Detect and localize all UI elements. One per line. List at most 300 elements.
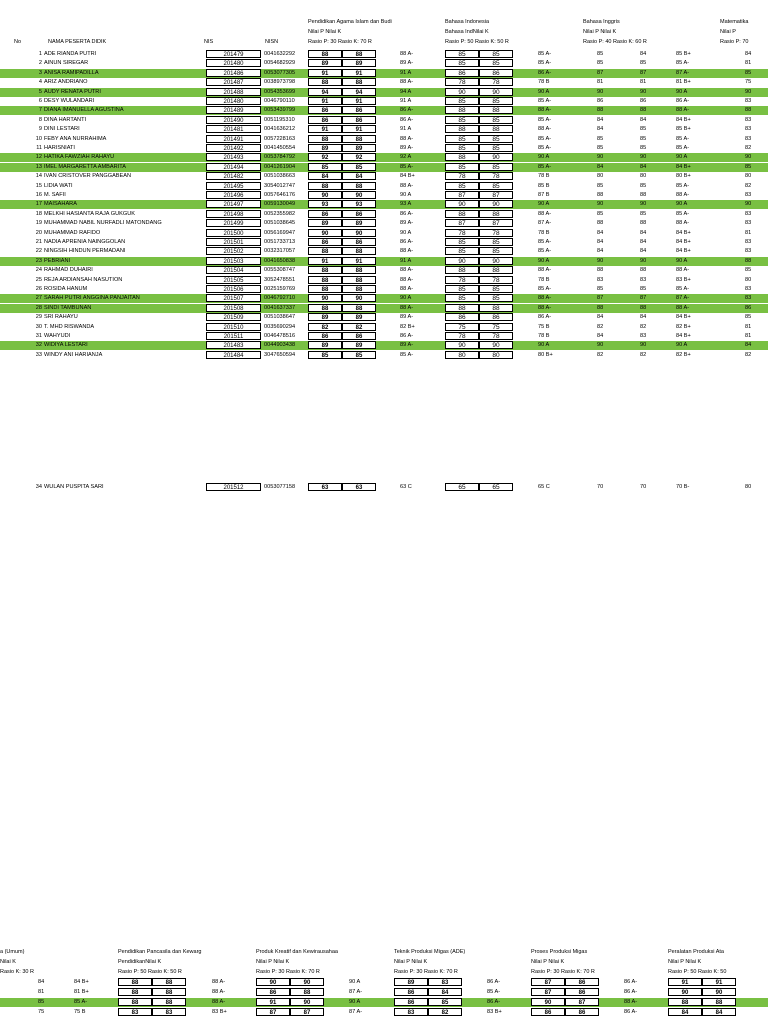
b-mtk-rasio: Rasio K: 30 R <box>0 969 34 975</box>
row-no: 33 <box>35 351 42 358</box>
bindo-nilai-p[interactable]: 87 <box>445 191 479 199</box>
b-pp-nilai-k[interactable]: 90 <box>702 988 736 996</box>
pai-nilai-p[interactable]: 92 <box>308 153 342 161</box>
row-no: 9 <box>38 126 42 133</box>
pai-nilai-p[interactable]: 89 <box>308 313 342 321</box>
pai-nilai-k[interactable]: 86 <box>342 210 376 218</box>
pai-nilai-p[interactable]: 88 <box>308 285 342 293</box>
pai-nilai-p[interactable]: 86 <box>308 238 342 246</box>
pai-nilai-p[interactable]: 89 <box>308 341 342 349</box>
row-nis[interactable]: 201498 <box>206 210 261 218</box>
pai-nilai-k[interactable]: 85 <box>342 163 376 171</box>
row-nis[interactable]: 201482 <box>206 172 261 180</box>
pai-nilai-k[interactable]: 88 <box>342 247 376 255</box>
b-pk-nilai-k[interactable]: 90 <box>290 998 324 1006</box>
pai-nilai-k[interactable]: 88 <box>342 182 376 190</box>
pai-nilai-p[interactable]: 88 <box>308 276 342 284</box>
mtk-nilai-p: 83 <box>745 248 752 255</box>
b-pk-nilai-p[interactable]: 91 <box>256 998 290 1006</box>
pai-nilai-p[interactable]: 82 <box>308 323 342 331</box>
mtk-nilai-p: 85 <box>745 314 752 321</box>
pai-nilai-k[interactable]: 90 <box>342 191 376 199</box>
pai-header-title: Pendidikan Agama Islam dan Budi <box>308 19 392 25</box>
bing-nilai-k: 84 <box>640 314 647 321</box>
pai-nilai-k[interactable]: 91 <box>342 69 376 77</box>
bindo-nilai-k[interactable]: 85 <box>479 238 513 246</box>
bing-rapor: 70 B- <box>676 484 690 490</box>
bindo-nilai-k[interactable]: 90 <box>479 341 513 349</box>
b-ppm-nilai: Nilai P Nilai K <box>531 959 565 965</box>
bindo-nilai-p[interactable]: 88 <box>445 266 479 274</box>
bindo-nilai-p[interactable]: 85 <box>445 238 479 246</box>
b-ppkn-nilai: PendidikanNilai K <box>118 959 162 965</box>
bindo-nilai-k[interactable]: 86 <box>479 313 513 321</box>
pai-nilai-p[interactable]: 86 <box>308 332 342 340</box>
row-nisn: 0054353699 <box>264 88 296 95</box>
bindo-nilai-p[interactable]: 90 <box>445 200 479 208</box>
row-name: REJA ARDIANSAH NASUTION <box>44 276 123 283</box>
pai-nilai-k[interactable]: 88 <box>342 276 376 284</box>
row-nis[interactable]: 201509 <box>206 313 261 321</box>
b-ppkn-nilai-p[interactable]: 88 <box>118 998 152 1006</box>
bing-rapor: 90 A <box>676 342 688 349</box>
b-tpm-nilai-p[interactable]: 86 <box>394 988 428 996</box>
bindo-nilai-p[interactable]: 78 <box>445 172 479 180</box>
b-ppm-nilai-p[interactable]: 87 <box>531 988 565 996</box>
bindo-nilai-k[interactable]: 78 <box>479 276 513 284</box>
mtk-nilai-p: 90 <box>745 88 752 95</box>
table-row <box>0 153 768 162</box>
b-tpm-title: Teknik Produksi Migas (ADE) <box>394 949 466 955</box>
pai-nilai-p[interactable]: 88 <box>308 247 342 255</box>
row-nis[interactable]: 201495 <box>206 182 261 190</box>
pai-nilai-k[interactable]: 86 <box>342 332 376 340</box>
row-nis[interactable]: 201499 <box>206 219 261 227</box>
table-row <box>0 219 768 228</box>
row-nis[interactable]: 201500 <box>206 229 261 237</box>
pai-nilai-k[interactable]: 91 <box>342 257 376 265</box>
row-nis[interactable]: 201488 <box>206 88 261 96</box>
bindo-nilai-k[interactable]: 78 <box>479 172 513 180</box>
bindo-nilai-p[interactable]: 90 <box>445 88 479 96</box>
row-nis[interactable]: 201483 <box>206 341 261 349</box>
pai-nilai-p[interactable]: 63 <box>308 483 342 491</box>
bindo-nilai-k[interactable]: 85 <box>479 97 513 105</box>
row-nis[interactable]: 201512 <box>206 483 261 491</box>
pai-nilai-k[interactable]: 90 <box>342 294 376 302</box>
bindo-nilai-k[interactable]: 85 <box>479 182 513 190</box>
b-pk-nilai-k[interactable]: 90 <box>290 978 324 986</box>
row-nis[interactable]: 201481 <box>206 125 261 133</box>
bindo-nilai-p[interactable]: 88 <box>445 153 479 161</box>
b-ppm-nilai-k[interactable]: 86 <box>565 1008 599 1016</box>
bindo-rapor: 85 A- <box>538 248 552 255</box>
b-pk-nilai-p[interactable]: 90 <box>256 978 290 986</box>
bindo-nilai-p[interactable]: 88 <box>445 106 479 114</box>
row-nis[interactable]: 201492 <box>206 144 261 152</box>
row-nisn: 0055308747 <box>264 267 296 274</box>
bindo-nilai-k[interactable]: 88 <box>479 125 513 133</box>
bing-nilai-k: 90 <box>640 201 647 208</box>
bindo-nilai-k[interactable]: 86 <box>479 69 513 77</box>
pai-nilai-p[interactable]: 89 <box>308 219 342 227</box>
bindo-nilai-k[interactable]: 90 <box>479 153 513 161</box>
row-no: 8 <box>38 116 42 123</box>
row-nis[interactable]: 201486 <box>206 69 261 77</box>
b-pp-nilai-p[interactable]: 84 <box>668 1008 702 1016</box>
bindo-nilai-k[interactable]: 90 <box>479 200 513 208</box>
bindo-nilai-k[interactable]: 90 <box>479 88 513 96</box>
pai-nilai-p[interactable]: 88 <box>308 182 342 190</box>
row-name: T. MHD RISWANDA <box>44 323 95 330</box>
pai-nilai-p[interactable]: 88 <box>308 304 342 312</box>
b-pk-nilai: Nilai P Nilai K <box>256 959 290 965</box>
pai-nilai-p[interactable]: 86 <box>308 210 342 218</box>
pai-rapor: 85 A- <box>400 351 414 358</box>
pai-rapor: 91 A <box>400 126 412 133</box>
b-ppm-nilai-p[interactable]: 90 <box>531 998 565 1006</box>
pai-rapor: 89 A- <box>400 342 414 349</box>
pai-rapor: 89 A- <box>400 145 414 151</box>
row-nis[interactable]: 201480 <box>206 59 261 67</box>
row-nis[interactable]: 201504 <box>206 266 261 274</box>
bindo-rapor: 90 A <box>538 154 550 161</box>
mtk-nilai-p: 85 <box>745 163 752 170</box>
row-nis[interactable]: 201501 <box>206 238 261 246</box>
b-pk-nilai-p[interactable]: 87 <box>256 1008 290 1016</box>
pai-nilai-p[interactable]: 85 <box>308 351 342 359</box>
mtk-nilai-p: 83 <box>745 220 752 227</box>
pai-nilai-k[interactable]: 91 <box>342 125 376 133</box>
bindo-nilai-k[interactable]: 85 <box>479 294 513 302</box>
b-tpm-nilai-k[interactable]: 83 <box>428 978 462 986</box>
bindo-nilai-p[interactable]: 86 <box>445 313 479 321</box>
mtk-nilai-p: 82 <box>745 182 752 189</box>
bing-rapor: 84 B+ <box>676 239 691 245</box>
pai-rapor: 89 A- <box>400 220 414 227</box>
pai-nilai-k[interactable]: 94 <box>342 88 376 96</box>
bindo-nilai-k[interactable]: 78 <box>479 229 513 237</box>
pai-nilai-p[interactable]: 88 <box>308 50 342 58</box>
bing-rapor: 84 B+ <box>676 163 691 170</box>
bindo-nilai-k[interactable]: 88 <box>479 106 513 114</box>
table-row <box>0 266 768 275</box>
bindo-nilai-p[interactable]: 85 <box>445 285 479 293</box>
b-tpm-nilai-p[interactable]: 89 <box>394 978 428 986</box>
bindo-nilai-p[interactable]: 75 <box>445 323 479 331</box>
bindo-nilai-k[interactable]: 85 <box>479 59 513 67</box>
bindo-nilai-p[interactable]: 80 <box>445 351 479 359</box>
bing-nilai-p: 86 <box>597 98 604 104</box>
mtk-nilai-p: 83 <box>745 295 752 302</box>
pai-nilai-p[interactable]: 84 <box>308 172 342 180</box>
pai-rapor: 86 A- <box>400 239 414 245</box>
bindo-nilai-p[interactable]: 85 <box>445 163 479 171</box>
pai-nilai-k[interactable]: 88 <box>342 135 376 143</box>
pai-nilai-p[interactable]: 88 <box>308 135 342 143</box>
bindo-nilai-k[interactable]: 85 <box>479 247 513 255</box>
row-nis[interactable]: 201487 <box>206 78 261 86</box>
pai-nilai-p[interactable]: 85 <box>308 163 342 171</box>
pai-nilai-k[interactable]: 89 <box>342 59 376 67</box>
row-no: 17 <box>35 201 42 208</box>
bing-rapor: 84 B+ <box>676 229 691 236</box>
bing-rapor: 87 A- <box>676 69 690 76</box>
bindo-nilai-p[interactable]: 65 <box>445 483 479 491</box>
bindo-nilai-k[interactable]: 88 <box>479 304 513 312</box>
b-tpm-rapor: 83 B+ <box>487 1009 502 1015</box>
b-tpm-nilai-p[interactable]: 86 <box>394 998 428 1006</box>
row-nis[interactable]: 201502 <box>206 247 261 255</box>
pai-nilai-k[interactable]: 93 <box>342 200 376 208</box>
bindo-nilai-p[interactable]: 85 <box>445 135 479 143</box>
pai-nilai-p[interactable]: 91 <box>308 69 342 77</box>
pai-rapor: 90 A <box>400 192 412 198</box>
bindo-nilai-k[interactable]: 88 <box>479 210 513 218</box>
bindo-nilai-p[interactable]: 88 <box>445 304 479 312</box>
pai-nilai-k[interactable]: 86 <box>342 238 376 246</box>
row-nisn: 0053784792 <box>264 154 296 161</box>
bing-rapor: 85 B+ <box>676 51 691 57</box>
pai-nilai-p[interactable]: 90 <box>308 229 342 237</box>
pai-nilai-k[interactable]: 89 <box>342 219 376 227</box>
b-ppm-nilai-p[interactable]: 86 <box>531 1008 565 1016</box>
bindo-nilai-p[interactable]: 78 <box>445 276 479 284</box>
b-tpm-nilai-k[interactable]: 84 <box>428 988 462 996</box>
b-pk-rasio: Rasio P: 30 Rasio K: 70 R <box>256 969 320 975</box>
row-nis[interactable]: 201494 <box>206 163 261 171</box>
bindo-nilai-k[interactable]: 85 <box>479 163 513 171</box>
bindo-nilai-p[interactable]: 90 <box>445 341 479 349</box>
table-row <box>0 341 768 350</box>
b-tpm-nilai-k[interactable]: 85 <box>428 998 462 1006</box>
b-ppm-nilai-k[interactable]: 87 <box>565 998 599 1006</box>
b-mtk-nilai: Nilai K <box>0 959 16 965</box>
pai-nilai-k[interactable]: 88 <box>342 266 376 274</box>
row-no: 16 <box>35 192 42 198</box>
pai-nilai-k[interactable]: 89 <box>342 144 376 152</box>
b-pk-nilai-p[interactable]: 86 <box>256 988 290 996</box>
bindo-rapor: 85 A- <box>538 135 552 142</box>
b-ppkn-nilai-k[interactable]: 88 <box>152 998 186 1006</box>
row-nisn: 3047650594 <box>264 351 296 358</box>
b-ppkn-rasio: Rasio P: 50 Rasio K: 50 R <box>118 969 182 975</box>
table-row <box>0 200 768 209</box>
pai-nilai-p[interactable]: 86 <box>308 116 342 124</box>
table-row <box>0 285 768 294</box>
bing-nilai-p: 84 <box>597 116 604 123</box>
bing-rapor: 83 B+ <box>676 276 691 283</box>
row-no: 14 <box>35 173 42 180</box>
pai-nilai-p[interactable]: 90 <box>308 191 342 199</box>
pai-nilai-k[interactable]: 91 <box>342 97 376 105</box>
b-pp-nilai-p[interactable]: 90 <box>668 988 702 996</box>
row-nis[interactable]: 201479 <box>206 50 261 58</box>
bindo-nilai-p[interactable]: 90 <box>445 257 479 265</box>
row-nis[interactable]: 201480 <box>206 97 261 105</box>
mtk-nilai-p: 84 <box>745 342 752 349</box>
pai-nilai-k[interactable]: 88 <box>342 304 376 312</box>
row-nis[interactable]: 201484 <box>206 351 261 359</box>
pai-nilai-k[interactable]: 88 <box>342 50 376 58</box>
bindo-nilai-p[interactable]: 88 <box>445 125 479 133</box>
bindo-nilai-k[interactable]: 85 <box>479 116 513 124</box>
bindo-nilai-k[interactable]: 80 <box>479 351 513 359</box>
row-no: 29 <box>35 314 42 321</box>
pai-nilai-k[interactable]: 88 <box>342 78 376 86</box>
bindo-nilai-k[interactable]: 85 <box>479 50 513 58</box>
table-row <box>0 163 768 172</box>
row-nis[interactable]: 201491 <box>206 135 261 143</box>
bing-nilai-p: 88 <box>597 107 604 114</box>
bindo-nilai-p[interactable]: 85 <box>445 182 479 190</box>
row-nisn: 0057646176 <box>264 192 296 198</box>
pai-nilai-p[interactable]: 88 <box>308 266 342 274</box>
row-nisn: 0053439799 <box>264 107 296 114</box>
bindo-nilai-k[interactable]: 78 <box>479 332 513 340</box>
table-row <box>0 125 768 134</box>
row-no: 15 <box>35 182 42 189</box>
bindo-nilai-k[interactable]: 85 <box>479 285 513 293</box>
bing-nilai-p: 85 <box>597 210 604 217</box>
b-tpm-nilai-k[interactable]: 82 <box>428 1008 462 1016</box>
pai-nilai-p[interactable]: 89 <box>308 144 342 152</box>
bindo-nilai-k[interactable]: 85 <box>479 144 513 152</box>
row-name: PEBRIANI <box>44 257 71 264</box>
bing-rapor: 85 A- <box>676 182 690 189</box>
pai-nilai-k[interactable]: 89 <box>342 313 376 321</box>
pai-nilai-k[interactable]: 90 <box>342 229 376 237</box>
b-ppm-nilai-p[interactable]: 87 <box>531 978 565 986</box>
b-pk-nilai-k[interactable]: 87 <box>290 1008 324 1016</box>
bindo-nilai-k[interactable]: 87 <box>479 191 513 199</box>
bindo-nilai-p[interactable]: 88 <box>445 210 479 218</box>
row-nis[interactable]: 201503 <box>206 257 261 265</box>
b-ppkn-nilai-p[interactable]: 83 <box>118 1008 152 1016</box>
bing-rapor: 90 A <box>676 88 688 95</box>
pai-nilai-k[interactable]: 92 <box>342 153 376 161</box>
row-nis[interactable]: 201489 <box>206 106 261 114</box>
row-name: WULAN PUSPITA SARI <box>44 484 104 490</box>
pai-nilai-p[interactable]: 91 <box>308 125 342 133</box>
b-pp-nilai-p[interactable]: 91 <box>668 978 702 986</box>
row-nis[interactable]: 201505 <box>206 276 261 284</box>
pai-nilai-k[interactable]: 88 <box>342 285 376 293</box>
pai-rapor: 88 A- <box>400 79 414 86</box>
row-name: IVAN CRISTOVER PANGGABEAN <box>44 173 132 180</box>
bindo-nilai-p[interactable]: 78 <box>445 78 479 86</box>
bindo-nilai-k[interactable]: 88 <box>479 266 513 274</box>
pai-nilai-p[interactable]: 91 <box>308 97 342 105</box>
row-nisn: 0051038647 <box>264 314 296 321</box>
pai-nilai-k[interactable]: 82 <box>342 323 376 331</box>
b-pp-nilai-k[interactable]: 88 <box>702 998 736 1006</box>
bindo-nilai-k[interactable]: 75 <box>479 323 513 331</box>
bindo-nilai-p[interactable]: 86 <box>445 69 479 77</box>
row-name: HARISNIATI <box>44 145 75 151</box>
mtk-nilai-p: 83 <box>745 126 752 133</box>
bindo-nilai-k[interactable]: 65 <box>479 483 513 491</box>
bindo-nilai-k[interactable]: 90 <box>479 257 513 265</box>
bindo-nilai-p[interactable]: 85 <box>445 247 479 255</box>
pai-nilai-k[interactable]: 89 <box>342 341 376 349</box>
pai-nilai-p[interactable]: 93 <box>308 200 342 208</box>
row-nis[interactable]: 201511 <box>206 332 261 340</box>
b-mtk-rapor: 84 B+ <box>74 979 89 985</box>
pai-nilai-p[interactable]: 94 <box>308 88 342 96</box>
b-ppkn-nilai-k[interactable]: 88 <box>152 988 186 996</box>
bindo-nilai-k[interactable]: 78 <box>479 78 513 86</box>
row-nis[interactable]: 201493 <box>206 153 261 161</box>
pai-nilai-k[interactable]: 85 <box>342 351 376 359</box>
b-pk-nilai-k[interactable]: 88 <box>290 988 324 996</box>
b-ppkn-nilai-p[interactable]: 88 <box>118 978 152 986</box>
mtk-nilai-p: 80 <box>745 173 752 180</box>
bindo-nilai-p[interactable]: 87 <box>445 219 479 227</box>
pai-rapor: 88 A- <box>400 182 414 189</box>
pai-nilai-p[interactable]: 88 <box>308 78 342 86</box>
pai-nilai-p[interactable]: 90 <box>308 294 342 302</box>
b-ppkn-nilai-k[interactable]: 88 <box>152 978 186 986</box>
row-nis[interactable]: 201496 <box>206 191 261 199</box>
b-ppkn-rapor: 83 B+ <box>212 1009 227 1015</box>
bindo-nilai-p[interactable]: 85 <box>445 144 479 152</box>
b-ppm-nilai-k[interactable]: 86 <box>565 988 599 996</box>
bindo-nilai-p[interactable]: 85 <box>445 59 479 67</box>
row-nis[interactable]: 201510 <box>206 323 261 331</box>
pai-nilai-p[interactable]: 91 <box>308 257 342 265</box>
b-pk-rapor: 87 A- <box>349 989 363 995</box>
row-nis[interactable]: 201490 <box>206 116 261 124</box>
bindo-nilai-p[interactable]: 85 <box>445 294 479 302</box>
b-ppkn-nilai-p[interactable]: 88 <box>118 988 152 996</box>
pai-nilai-k[interactable]: 63 <box>342 483 376 491</box>
bing-nilai-k: 85 <box>640 210 647 217</box>
pai-nilai-p[interactable]: 89 <box>308 59 342 67</box>
pai-nilai-k[interactable]: 84 <box>342 172 376 180</box>
bing-nilai-k: 88 <box>640 220 647 227</box>
bing-nilai-k: 85 <box>640 60 647 67</box>
pai-nilai-k[interactable]: 86 <box>342 106 376 114</box>
bing-nilai-k: 85 <box>640 126 647 133</box>
row-nis[interactable]: 201497 <box>206 200 261 208</box>
b-ppm-nilai-k[interactable]: 86 <box>565 978 599 986</box>
bindo-nilai-p[interactable]: 85 <box>445 97 479 105</box>
pai-nilai-p[interactable]: 86 <box>308 106 342 114</box>
row-nis[interactable]: 201507 <box>206 294 261 302</box>
b-pp-nilai-k[interactable]: 84 <box>702 1008 736 1016</box>
row-nis[interactable]: 201506 <box>206 285 261 293</box>
header-nisn: NISN <box>265 39 279 45</box>
b-tpm-nilai-p[interactable]: 83 <box>394 1008 428 1016</box>
bindo-nilai-p[interactable]: 78 <box>445 332 479 340</box>
row-nis[interactable]: 201508 <box>206 304 261 312</box>
bindo-nilai-p[interactable]: 85 <box>445 116 479 124</box>
pai-rapor: 88 A- <box>400 276 414 283</box>
row-nisn: 0059130049 <box>264 201 296 208</box>
header-no: No <box>14 39 22 45</box>
bing-nilai-k: 84 <box>640 163 647 170</box>
bindo-nilai-p[interactable]: 78 <box>445 229 479 237</box>
b-ppkn-nilai-k[interactable]: 83 <box>152 1008 186 1016</box>
pai-nilai-k[interactable]: 86 <box>342 116 376 124</box>
bing-nilai-k: 84 <box>640 116 647 123</box>
bindo-nilai-p[interactable]: 85 <box>445 50 479 58</box>
bindo-nilai-k[interactable]: 87 <box>479 219 513 227</box>
bindo-nilai-k[interactable]: 85 <box>479 135 513 143</box>
b-pp-nilai-p[interactable]: 88 <box>668 998 702 1006</box>
b-pp-nilai-k[interactable]: 91 <box>702 978 736 986</box>
